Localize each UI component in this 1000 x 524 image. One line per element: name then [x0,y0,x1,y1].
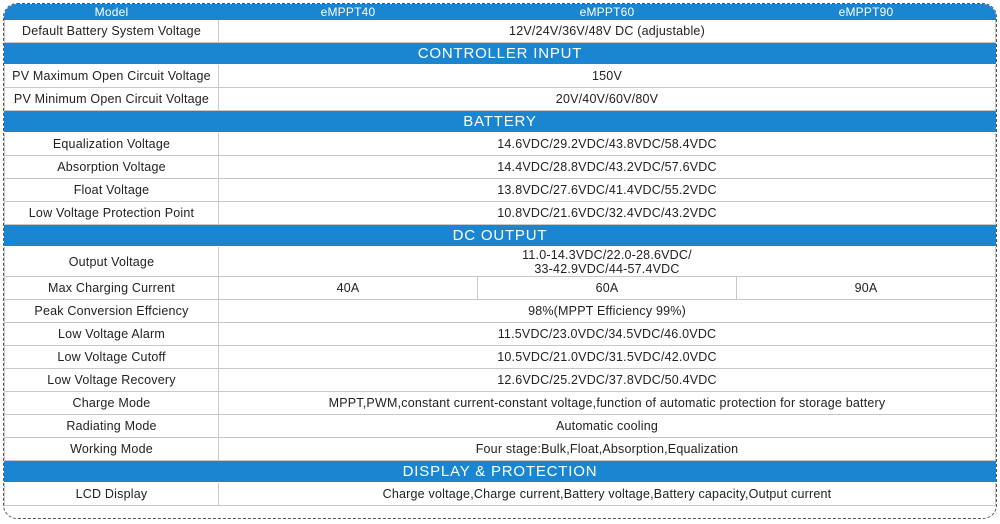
section-title: DC OUTPUT [5,225,996,247]
row-label: Equalization Voltage [5,133,219,156]
model-emppt60: eMPPT60 [478,5,737,20]
table-header-row [5,5,996,20]
row-value: 150V [219,65,996,88]
table-row [5,483,996,506]
value-line: 33-42.9VDC/44-57.4VDC [534,261,680,276]
current-emppt40: 40A [219,277,478,300]
spec-table [4,4,996,506]
spec-table-frame [3,3,997,519]
row-label: Output Voltage [5,247,219,277]
row-value: 14.4VDC/28.8VDC/43.2VDC/57.6VDC [219,156,996,179]
row-label: Absorption Voltage [5,156,219,179]
row-label: Charge Mode [5,392,219,415]
table-row [5,277,996,300]
table-row [5,323,996,346]
section-title: BATTERY [5,111,996,133]
table-row [5,346,996,369]
table-row [5,179,996,202]
value-line: 11.0-14.3VDC/22.0-28.6VDC/ [522,247,692,262]
row-value: 12V/24V/36V/48V DC (adjustable) [219,20,996,43]
row-label: PV Maximum Open Circuit Voltage [5,65,219,88]
current-emppt90: 90A [737,277,996,300]
row-label: Radiating Mode [5,415,219,438]
model-header: Model [5,5,219,20]
table-row [5,438,996,461]
table-row [5,369,996,392]
row-value: 20V/40V/60V/80V [219,88,996,111]
table-row [5,202,996,225]
row-label: Float Voltage [5,179,219,202]
table-row [5,300,996,323]
section-dc-output [5,225,996,247]
row-value [219,247,996,277]
row-label: Low Voltage Alarm [5,323,219,346]
row-label: Low Voltage Protection Point [5,202,219,225]
row-value: 12.6VDC/25.2VDC/37.8VDC/50.4VDC [219,369,996,392]
row-label: LCD Display [5,483,219,506]
model-emppt90: eMPPT90 [737,5,996,20]
section-title: CONTROLLER INPUT [5,43,996,65]
table-row [5,65,996,88]
table-row [5,133,996,156]
row-label: Peak Conversion Effciency [5,300,219,323]
row-value: 10.5VDC/21.0VDC/31.5VDC/42.0VDC [219,346,996,369]
row-value: Four stage:Bulk,Float,Absorption,Equalization [219,438,996,461]
table-row [5,392,996,415]
row-value: Charge voltage,Charge current,Battery voltage,Battery capacity,Output current [219,483,996,506]
model-emppt40: eMPPT40 [219,5,478,20]
row-label: Working Mode [5,438,219,461]
row-label: Low Voltage Recovery [5,369,219,392]
table-row [5,20,996,43]
row-label: Low Voltage Cutoff [5,346,219,369]
row-value: 14.6VDC/29.2VDC/43.8VDC/58.4VDC [219,133,996,156]
section-title: DISPLAY & PROTECTION [5,461,996,483]
row-value: MPPT,PWM,constant current-constant voltage,function of automatic protection for storage battery [219,392,996,415]
row-label: PV Minimum Open Circuit Voltage [5,88,219,111]
section-battery [5,111,996,133]
row-value: 13.8VDC/27.6VDC/41.4VDC/55.2VDC [219,179,996,202]
row-value: 98%(MPPT Efficiency 99%) [219,300,996,323]
row-value: Automatic cooling [219,415,996,438]
table-row [5,247,996,277]
table-row [5,156,996,179]
section-controller-input [5,43,996,65]
table-row [5,88,996,111]
row-label: Max Charging Current [5,277,219,300]
row-value: 11.5VDC/23.0VDC/34.5VDC/46.0VDC [219,323,996,346]
row-label: Default Battery System Voltage [5,20,219,43]
current-emppt60: 60A [478,277,737,300]
table-row [5,415,996,438]
row-value: 10.8VDC/21.6VDC/32.4VDC/43.2VDC [219,202,996,225]
section-display-protection [5,461,996,483]
